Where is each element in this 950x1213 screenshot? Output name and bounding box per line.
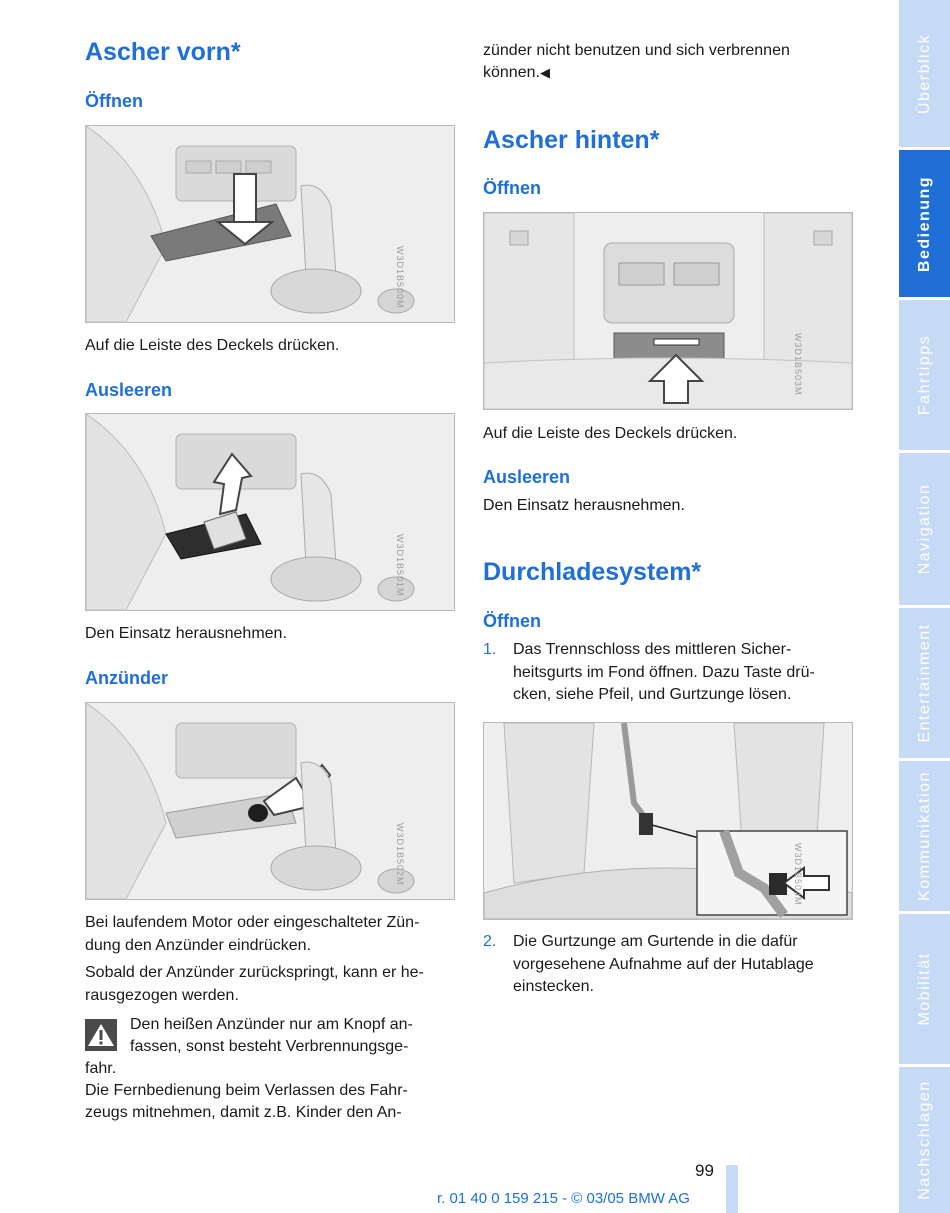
step-text: vorgesehene Aufnahme auf der Hutablage: [513, 955, 814, 973]
sidebar-tab-label: Mobilität: [915, 952, 933, 1026]
sidebar-tab-label: Kommunikation: [915, 771, 933, 901]
figure-code: W3D1B504M: [793, 843, 804, 906]
figure-code: W3D1B502M: [395, 823, 406, 886]
text-line: können.: [483, 64, 540, 81]
text-line: Die Fernbedienung beim Verlassen des Fahr-: [85, 1082, 408, 1099]
heading-open-through-loading: Öffnen: [483, 611, 541, 631]
sidebar-tab-label: Überblick: [915, 33, 933, 114]
paragraph-rear-open: Auf die Leiste des Deckels drücken.: [483, 425, 738, 442]
sidebar-tab-mobility[interactable]: [899, 914, 950, 1064]
text-line: Bei laufendem Motor oder eingeschalteter Zün-: [85, 914, 420, 931]
text-line: zeugs mitnehmen, damit z.B. Kinder den An-: [85, 1104, 402, 1121]
sidebar-tab-entertainment[interactable]: [899, 608, 950, 758]
heading-empty-rear: Ausleeren: [483, 467, 571, 487]
sidebar-tab-label: Navigation: [915, 483, 933, 575]
step-text: einstecken.: [513, 978, 594, 995]
sidebar-tab-navigation[interactable]: [899, 453, 950, 605]
page-number: 99: [695, 1161, 714, 1180]
sidebar-tab-label: Bedienung: [915, 175, 933, 272]
step-2: [483, 931, 863, 999]
warning-line: fahr.: [85, 1060, 117, 1077]
warning-line: fassen, sonst besteht Verbrennungsge-: [130, 1038, 409, 1055]
heading-lighter: Anzünder: [85, 668, 168, 688]
step-text: cken, siehe Pfeil, und Gurtzunge lösen.: [513, 686, 792, 703]
step-number: 2.: [483, 933, 497, 950]
text-line: rausgezogen werden.: [85, 986, 239, 1004]
text-line: zünder nicht benutzen und sich verbrennen: [483, 42, 790, 59]
step-text: heitsgurts im Fond öffnen. Dazu Taste drü-: [513, 663, 815, 681]
figure-code: W3D1B503M: [793, 333, 804, 396]
sidebar-tab-communication[interactable]: [899, 761, 950, 911]
text-line: dung den Anzünder eindrücken.: [85, 936, 311, 954]
figure-code: W3D1B500M: [395, 246, 406, 309]
heading-open-front: Öffnen: [85, 91, 143, 111]
copyright: r. 01 40 0 159 215 - © 03/05 BMW AG: [437, 1190, 690, 1207]
title-through-loading: Durchladesystem*: [483, 558, 702, 586]
heading-empty-front: Ausleeren: [85, 380, 173, 400]
sidebar-tab-overview[interactable]: [899, 0, 950, 147]
figure-cigarette-lighter: [85, 702, 455, 900]
title-rear-ashtray: Ascher hinten*: [483, 126, 660, 154]
text-line-end: [483, 62, 550, 85]
warning-icon: [85, 1019, 117, 1051]
sidebar-tab-controls[interactable]: [899, 150, 950, 297]
paragraph-rear-empty: Den Einsatz herausnehmen.: [483, 497, 685, 514]
figure-rear-seat-belt: [483, 722, 853, 920]
paragraph-front-open: Auf die Leiste des Deckels drücken.: [85, 337, 340, 354]
figure-front-ashtray-empty: [85, 413, 455, 611]
heading-open-rear: Öffnen: [483, 178, 541, 198]
sidebar-tab-label: Fahrtipps: [915, 334, 933, 416]
text-line: Sobald der Anzünder zurückspringt, kann er he-: [85, 964, 424, 981]
figure-front-ashtray-open: [85, 125, 455, 323]
sidebar-tab-label: Entertainment: [915, 623, 933, 743]
end-mark-icon: ◀: [539, 65, 550, 80]
page-marker: [726, 1165, 738, 1213]
figure-rear-ashtray-open: [483, 212, 853, 410]
step-text: Die Gurtzunge am Gurtende in die dafür: [513, 933, 798, 950]
paragraph-front-empty: Den Einsatz herausnehmen.: [85, 625, 287, 642]
page-title-front-ashtray: Ascher vorn*: [85, 38, 241, 66]
step-1: [483, 639, 863, 707]
lighter-instructions: [85, 912, 460, 1007]
sidebar-tab-driving-tips[interactable]: [899, 300, 950, 450]
sidebar-tab-reference[interactable]: [899, 1067, 950, 1213]
step-number: 1.: [483, 641, 497, 658]
sidebar-tab-label: Nachschlagen: [915, 1080, 933, 1200]
step-text: Das Trennschloss des mittleren Sicher-: [513, 641, 792, 658]
warning-line: Den heißen Anzünder nur am Knopf an-: [130, 1016, 413, 1033]
figure-code: W3D1B501M: [395, 534, 406, 597]
